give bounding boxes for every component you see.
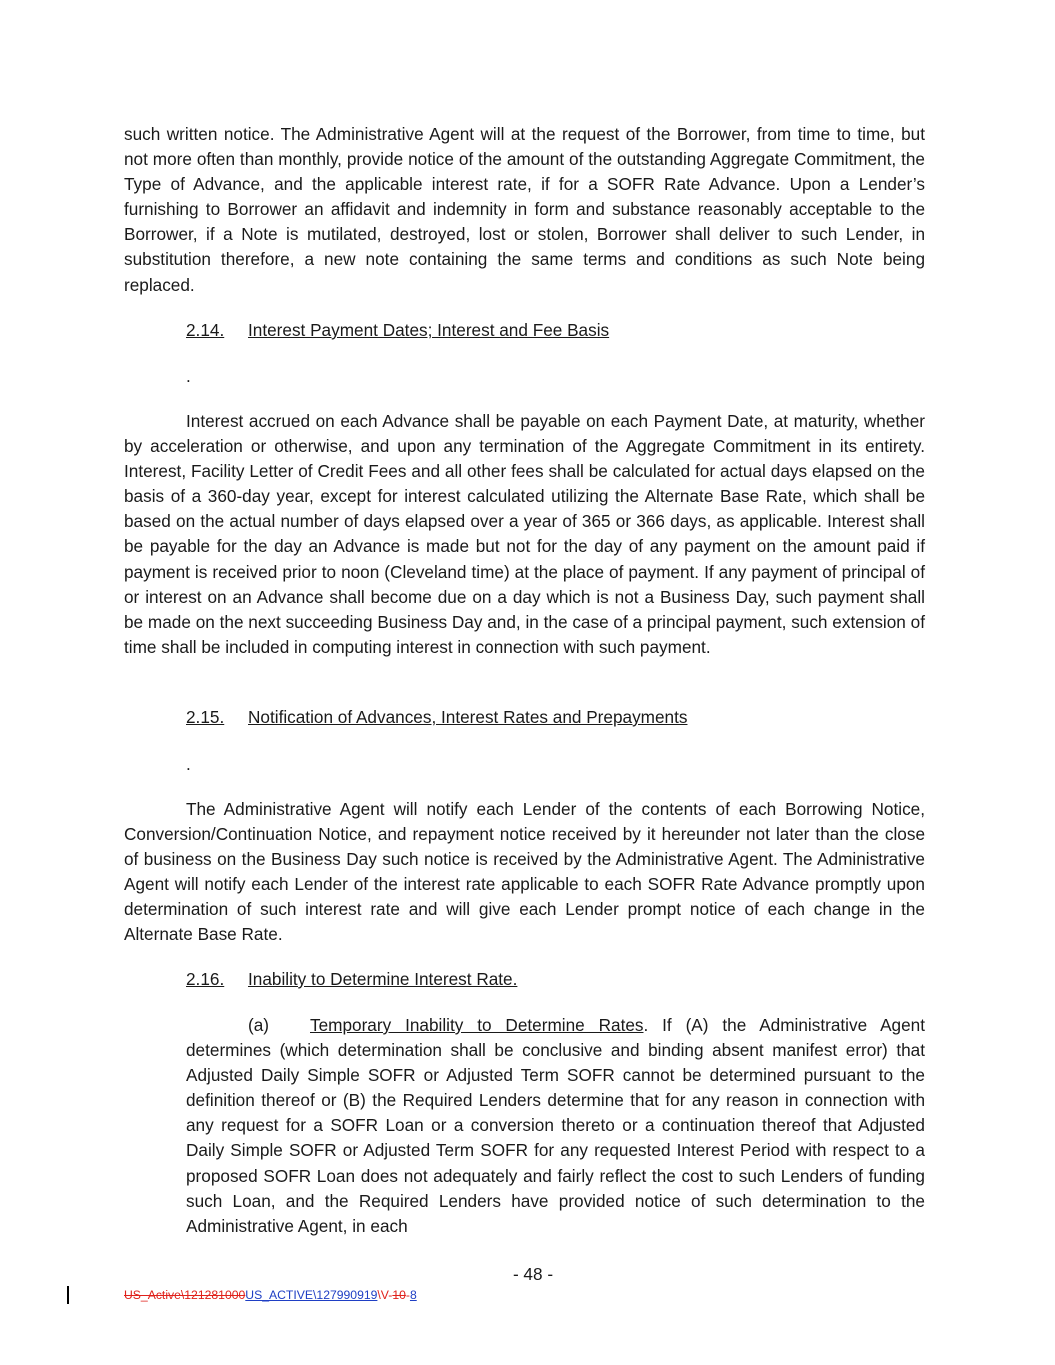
section-number: 2.14. [186,320,225,340]
subsection-caption: Temporary Inability to Determine Rates [310,1015,644,1035]
section-body-2-14: Interest accrued on each Advance shall be payable on each Payment Date, at maturity, whether by acceleration or otherwise, and upon any termination of the Aggregate Commitment in its entirety. Interest, Facility Letter of Credit Fees and all other fees shall be calculated for actual days elapsed on the basis of a 360-day year, except for interest calculated utilizing the Alternate Base Rate, which shall be based on the actual number of days elapsed over a year of 365 or 366 days, as applicable. Interest shall be payable for the day an Advance is made but not for the day of any payment on the amount paid if payment is received prior to noon (Cleveland time) at the place of payment. If any payment of principal of or interest on an Advance shall become due on a day which is not a Business Day, such payment shall be made on the next succeeding Business Day and, in the case of a principal payment, such extension of time shall be included in computing interest in connection with such payment. [124,411,925,657]
subsection-label: (a) [248,1015,270,1035]
section-heading-2-15 [186,705,687,730]
version-separator: \V- [377,1288,393,1302]
inserted-document-id: US_ACTIVE\127990919 [245,1288,378,1302]
section-heading-2-16 [186,967,517,992]
deleted-version: 10 [392,1288,406,1302]
deleted-document-id: US_Active\121281000 [124,1288,246,1302]
section-title: Inability to Determine Interest Rate. [248,969,518,989]
subsection-a [186,1013,925,1239]
section-placeholder-dot: . [186,754,191,774]
document-id-footer [124,1287,417,1303]
section-title: Notification of Advances, Interest Rates and Prepayments [248,707,688,727]
inserted-version: 8 [409,1288,417,1302]
paragraph-carryover: such written notice. The Administrative Agent will at the request of the Borrower, from time to time, but not more often than monthly, provide notice of the amount of the outstanding Aggregate Commitment, the Type of Advance, and the applicable interest rate, if for a SOFR Rate Advance. Upon a Lender’s furnishing to Borrower an affidavit and indemnity in form and substance reasonably acceptable to the Borrower, if a Note is mutilated, destroyed, lost or stolen, Borrower shall deliver to such Lender, in substitution therefore, a new note containing the same terms and conditions as such Note being replaced. [124,124,925,295]
page-number: - 48 - [512,1264,554,1284]
section-number: 2.16. [186,969,225,989]
section-placeholder-dot: . [186,366,191,386]
section-number: 2.15. [186,707,225,727]
section-heading-2-14 [186,318,609,343]
change-bar [67,1286,69,1304]
section-body-2-15: The Administrative Agent will notify each Lender of the contents of each Borrowing Notice, Conversion/Continuation Notice, and repayment notice received by it hereunder not later than the close of business on the Business Day such notice is received by the Administrative Agent. The Administrative Agent will notify each Lender of the interest rate applicable to each SOFR Rate Advance promptly upon determination of such interest rate and will give each Lender prompt notice of each change in the Alternate Base Rate. [124,799,925,945]
section-title: Interest Payment Dates; Interest and Fee Basis [248,320,610,340]
version-dash: - [405,1288,410,1302]
subsection-body: . If (A) the Administrative Agent determines (which determination shall be conclusive and binding absent manifest error) that Adjusted Daily Simple SOFR or Adjusted Term SOFR cannot be determined pursuant to the definition thereof or (B) the Required Lenders determine that for any reason in connection with any request for a SOFR Loan or a conversion thereto or a continuation thereof that Adjusted Daily Simple SOFR or Adjusted Term SOFR for any requested Interest Period with respect to a proposed SOFR Loan does not adequately and fairly reflect the cost to such Lenders of funding such Loan, and the Required Lenders have provided notice of such determination to the Administrative Agent, in each [186,1015,925,1236]
